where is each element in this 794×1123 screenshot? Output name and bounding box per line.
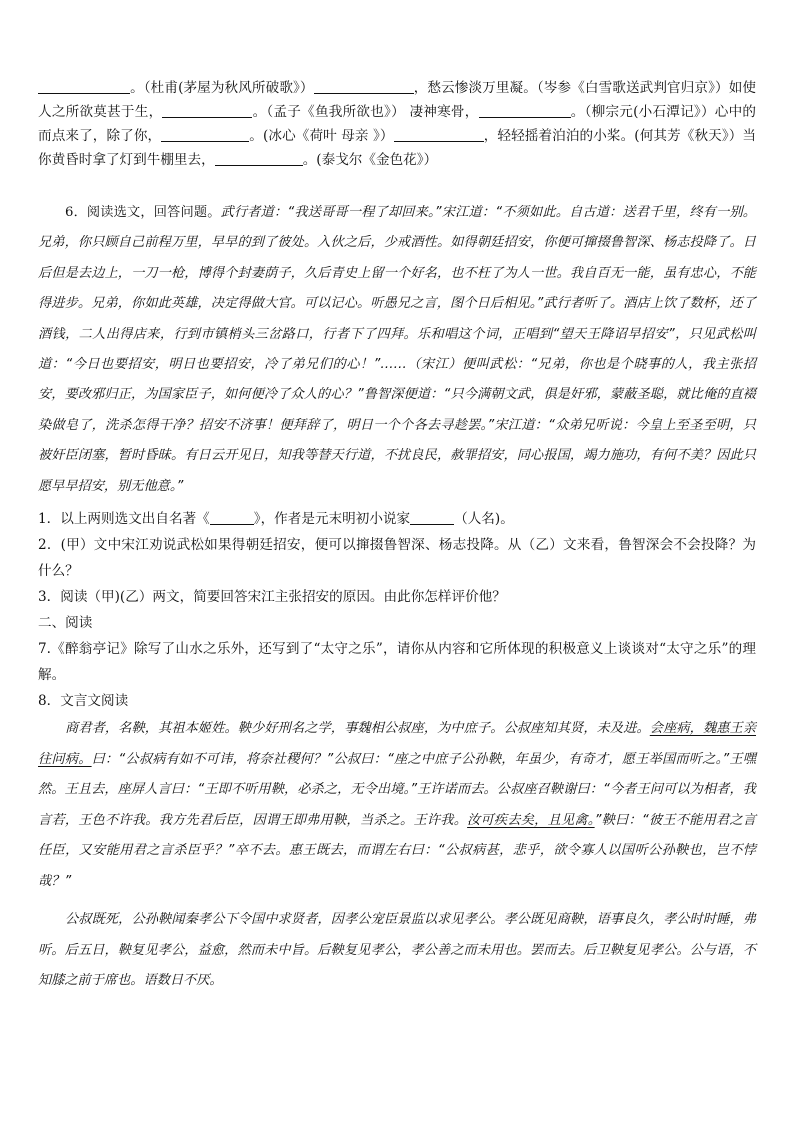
answer-blank[interactable] [479, 103, 571, 118]
text-run: 。(泰戈尔《金色花》） [302, 152, 438, 168]
text-run: 曰：“公叔病有如不可讳，将奈社稷何？”公叔曰：“座之中庶子公孙鞅，年虽少，有奇才，愿王举国而听之。”王嘿然。王且去，座屏人言曰：“王即不听用鞅，必杀之，无令出境。”王许诺而去。公叔座召鞅谢曰：“今者王问可以为相者，我言若，王色不许我。我方先君后臣，因谓王即弗用鞅，当杀之。王许我。 [38, 751, 756, 828]
text-run: 。(冰心《荷叶 母亲 》） [249, 128, 394, 144]
fill-in-blank-paragraph [38, 76, 756, 172]
exam-page [38, 76, 756, 997]
underlined-sentence-1: 会座病，魏惠王亲往问病。 [38, 721, 757, 767]
question-8: 8．文言文阅读 [38, 693, 129, 710]
text-run: ，愁云惨淡万里凝。（岑参《白雪歌送武判官归京》）如使人之所欲莫甚于生， [38, 80, 756, 120]
classical-passage-1 [38, 714, 756, 897]
question-1 [38, 506, 756, 532]
text-run: ”鞅曰：“彼王不能用君之言任臣，又安能用君之言杀臣乎？”卒不去。惠王既去，而谓左右曰：“公叔病甚，悲乎，欲令寡人以国听公孙鞅也，岂不悖哉？” [38, 812, 756, 889]
text-run: 商君者，名鞅，其祖本姬姓。鞅少好刑名之学，事魏相公叔座，为中庶子。公叔座知其贤，未及进。 [65, 721, 650, 737]
answer-blank[interactable] [314, 79, 414, 94]
passage-text: 武行者道：“我送哥哥一程了却回来。”宋江道：“不须如此。自古道：送君千里，终有一别。兄弟，你只顾自己前程万里，早早的到了彼处。入伙之后，少戒酒性。如得朝廷招安，你便可撺掇鲁智深、杨志投降了。日后但是去边上，一刀一枪，博得个封妻荫子，久后青史上留一个好名，也不枉了为人一世。我自百无一能，虽有忠心，不能得进步。兄弟，你如此英雄，决定得做大官。可以记心。听愚兄之言，图个日后相见。”武行者听了。酒店上饮了数杯，还了酒钱，二人出得店来，行到市镇梢头三岔路口，行者下了四拜。乐和唱这个词，正唱到“望天王降诏早招安”，只见武松叫道：“今日也要招安，明日也要招安，冷了弟兄们的心！”……（宋江）便叫武松：“兄弟，你也是个晓事的人，我主张招安，要改邪归正，为国家臣子，如何便冷了众人的心？”鲁智深便道：“只今满朝文武，俱是奸邪，蒙蔽圣聪，就比俺的直裰染做皂了，洗杀怎得干净？招安不济事！便拜辞了，明日一个个各去寻趁罢。”宋江道：“众弟兄听说：今皇上至圣至明，只被奸臣闭塞，暂时昏昧。有日云开见日，知我等替天行道，不扰良民，赦罪招安，同心报国，竭力施功，有何不美？因此只愿早早招安，别无他意。” [38, 205, 756, 494]
question-2: 2．(甲）文中宋江劝说武松如果得朝廷招安，便可以撺掇鲁智深、杨志投降。从（乙）文来看，鲁智深会不会投降？为什么？ [38, 537, 756, 580]
question-7: 7.《醉翁亭记》除写了山水之乐外，还写到了“太守之乐”，请你从内容和它所体现的积极意义上谈谈对“太守之乐”的理解。 [38, 641, 756, 684]
section-heading-reading: 二、阅读 [38, 615, 93, 632]
underlined-sentence-2: 汝可疾去矣，且见禽。 [467, 812, 595, 828]
answer-blank[interactable] [161, 127, 249, 142]
text-run: 。（杜甫(茅屋为秋风所破歌》） [130, 80, 314, 96]
question-3: 3．阅读（甲)(乙）两文，简要回答宋江主张招安的原因。由此你怎样评价他？ [38, 589, 506, 606]
text-run: 。（柳宗元(小石潭记》）心中的而点来了，除了你， [38, 104, 757, 144]
text-run: 。（孟子《鱼我所欲也》） [252, 104, 405, 120]
text-run: 凄神寒骨， [409, 104, 479, 120]
answer-blank[interactable] [215, 151, 303, 166]
answer-blank[interactable] [394, 127, 484, 142]
text-run: 》，作者是元末明初小说家 [253, 511, 411, 528]
classical-passage-2: 公叔既死，公孙鞅闻秦孝公下令国中求贤者，因孝公宠臣景监以求见孝公。孝公既见商鞅，语事良久，孝公时时睡，弗听。后五日，鞅复见孝公，益愈，然而未中旨。后鞅复见孝公，孝公善之而未用也。罢而去。后卫鞅复见孝公。公与语，不知膝之前于席也。语数日不厌。 [38, 912, 756, 989]
answer-blank[interactable] [162, 103, 252, 118]
text-run: 1．以上两则选文出自名著《 [38, 511, 210, 528]
text-run: （人名)。 [454, 511, 514, 528]
question-6-lead: 6．阅读选文，回答问题。 [65, 205, 221, 220]
answer-blank[interactable] [38, 79, 130, 94]
question-6-passage [38, 198, 756, 502]
answer-blank-author[interactable] [410, 510, 454, 525]
answer-blank-book[interactable] [210, 510, 254, 525]
text-run: ，轻轻摇着泊泊的小桨。(何其芳《秋天》）当你黄昏时拿了灯到牛棚里去， [38, 128, 756, 168]
